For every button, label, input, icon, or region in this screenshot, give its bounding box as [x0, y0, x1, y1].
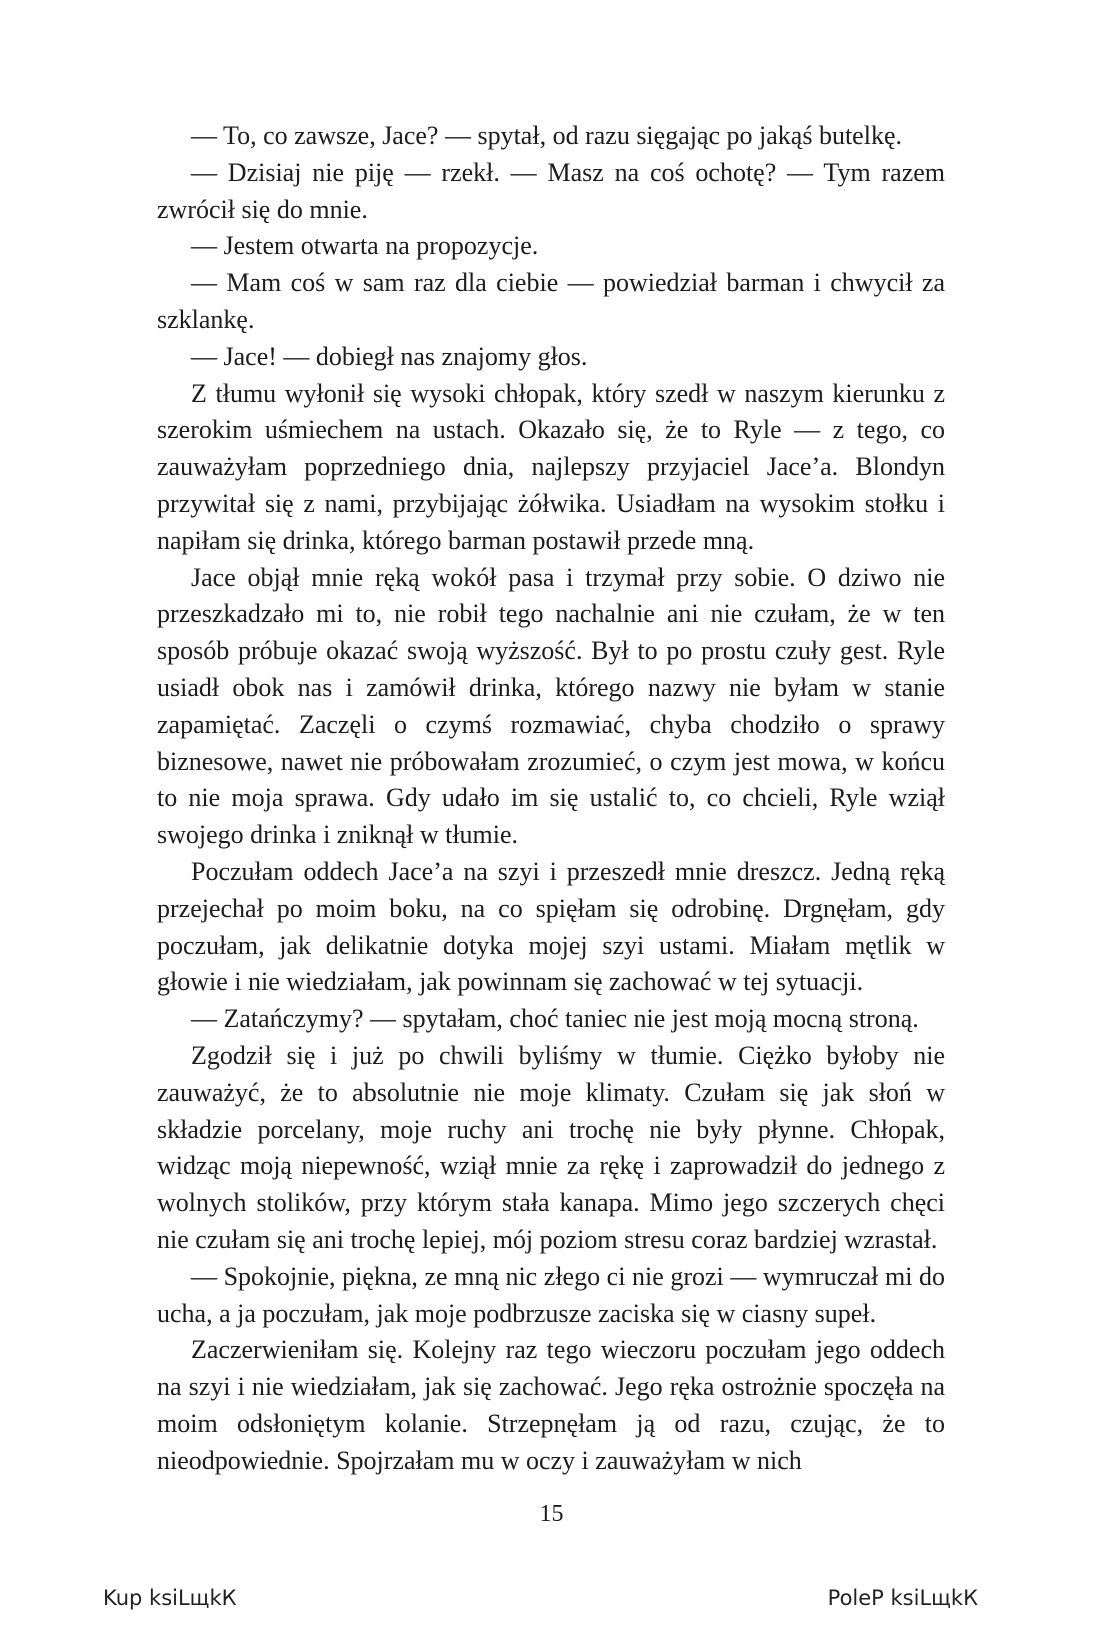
paragraph: — Jace! — dobiegł nas znajomy głos.	[191, 341, 588, 371]
paragraph: — Jestem otwarta na propozycje.	[191, 231, 539, 261]
page-number: 15	[539, 1501, 564, 1527]
paragraph: Jace objął mnie ręką wokół pasa i trzymał przy sobie. O dziwo nie przeszkadzało mi to, nie robił tego nachalnie ani nie czułam, że w ten sposób próbuje okazać swoją wyższość. Był to po prostu czuły gest. Ryle usiadł obok nas i zamówił drinka, którego nazwy nie byłam w stanie zapamiętać. Zaczęli o czymś rozmawiać, chyba chodziło o sprawy biznesowe, nawet nie próbowałam zrozumieć, o czym jest mowa, w końcu to nie moja sprawa. Gdy udało im się ustalić to, co chcieli, Ryle wziął swojego drinka i zniknął w tłumie.	[157, 562, 945, 850]
paragraph: — Zatańczymy? — spytałam, choć taniec nie jest moją mocną stroną.	[191, 1004, 919, 1034]
paragraph: Z tłumu wyłonił się wysoki chłopak, który szedł w naszym kierunku z szerokim uśmiechem na ustach. Okazało się, że to Ryle — z tego, co zauważyłam poprzedniego dnia, najlepszy przyjaciel Jace’a. Blondyn przywitał się z nami, przybijając żółwika. Usiadłam na wysokim stołku i napiłam się drinka, którego barman postawił przede mną.	[157, 378, 945, 555]
body-text	[157, 118, 945, 1479]
paragraph: — Dzisiaj nie piję — rzekł. — Masz na coś ochotę? — Tym razem zwrócił się do mnie.	[157, 157, 945, 224]
paragraph: Poczułam oddech Jace’a na szyi i przeszedł mnie dreszcz. Jedną ręką przejechał po moim boku, na co spięłam się odrobinę. Drgnęłam, gdy poczułam, jak delikatnie dotyka mojej szyi ustami. Miałam mętlik w głowie i nie wiedziałam, jak powinnam się zachować w tej sytuacji.	[157, 856, 945, 997]
paragraph: Zgodził się i już po chwili byliśmy w tłumie. Ciężko byłoby nie zauważyć, że to absolutnie nie moje klimaty. Czułam się jak słoń w składzie porcelany, moje ruchy ani trochę nie były płynne. Chłopak, widząc moją niepewność, wziął mnie za rękę i zaprowadził do jednego z wolnych stolików, przy którym stała kanapa. Mimo jego szczerych chęci nie czułam się ani trochę lepiej, mój poziom stresu coraz bardziej wzrastał.	[157, 1040, 945, 1254]
footer-buy-book-link[interactable]: Kup ksiLщkК	[103, 1586, 237, 1610]
paragraph: — To, co zawsze, Jace? — spytał, od razu sięgając po jakąś butelkę.	[191, 121, 902, 150]
paragraph: — Spokojnie, piękna, ze mną nic złego ci nie grozi — wymruczał mi do ucha, a ja poczułam, jak moje podbrzusze zaciska się w ciasny supeł.	[157, 1261, 945, 1328]
paragraph: Zaczerwieniłam się. Kolejny raz tego wieczoru poczułam jego oddech na szyi i nie wiedziałam, jak się zachować. Jego ręka ostrożnie spoczęła na moim odsłoniętym kolanie. Strzepnęłam ją od razu, czując, że to nieodpowiednie. Spojrzałam mu w oczy i zauważyłam w nich	[157, 1335, 945, 1475]
paragraph: — Mam coś w sam raz dla ciebie — powiedział barman i chwycił za szklankę.	[157, 268, 945, 334]
footer-recommend-book-link[interactable]: PoleР ksiLщkК	[827, 1586, 978, 1610]
